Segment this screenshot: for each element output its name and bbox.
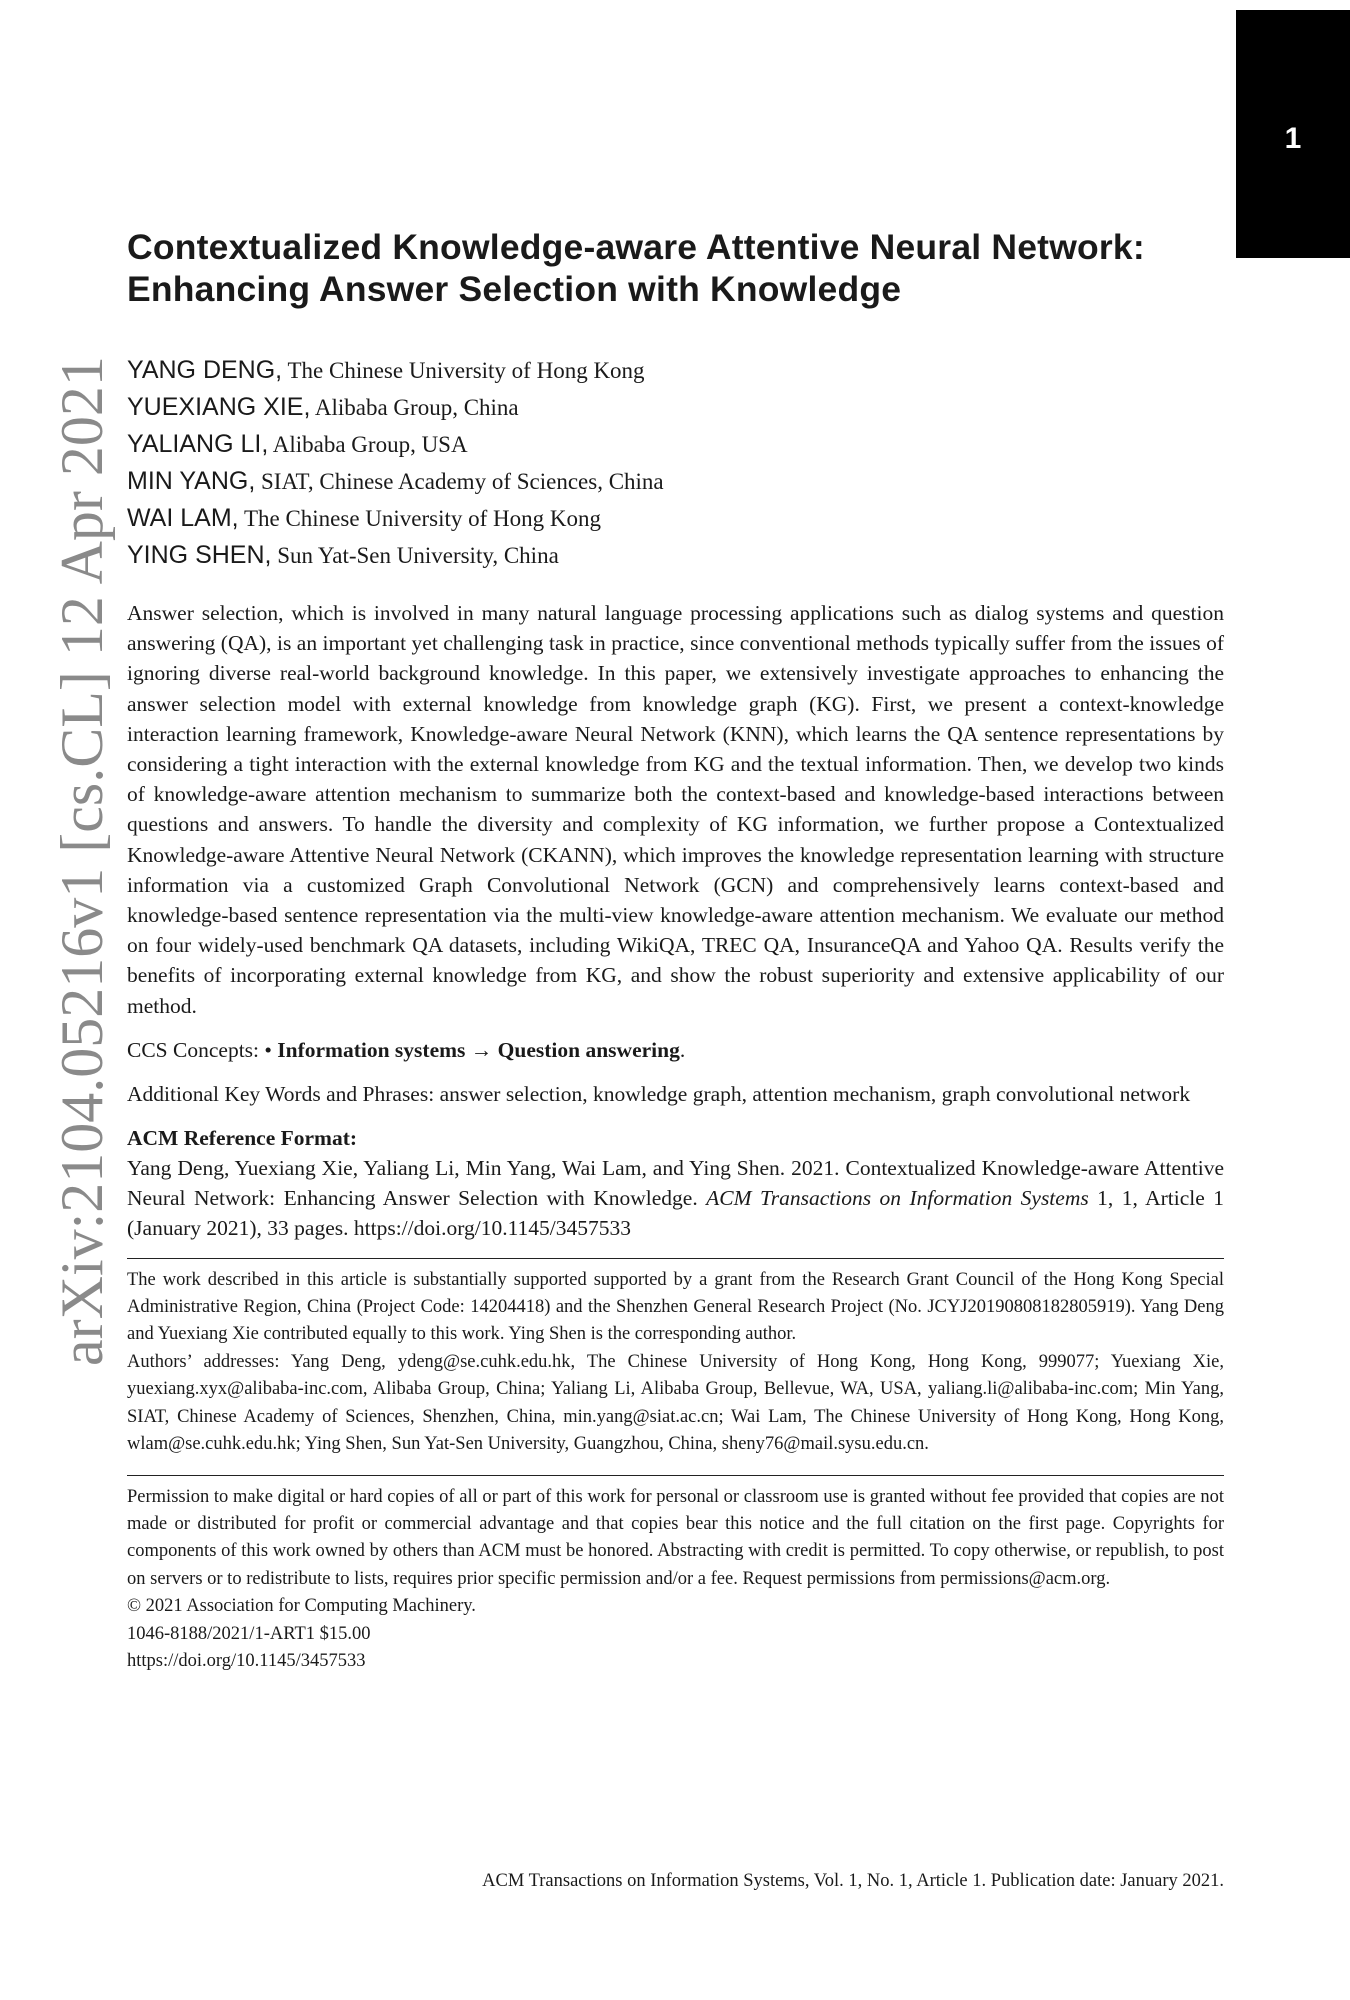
author-entry bbox=[127, 426, 1224, 463]
author-entry bbox=[127, 463, 1224, 500]
author-entry bbox=[127, 352, 1224, 389]
paper-title: Contextualized Knowledge-aware Attentive Neural Network: Enhancing Answer Selection with Knowledge bbox=[127, 227, 1145, 309]
author-affiliation: Alibaba Group, USA bbox=[272, 432, 468, 457]
funding-footnote: The work described in this article is substantially supported supported by a grant from the Research Grant Council of the Hong Kong Special Administrative Region, China (Project Code: 14204418) and the Shenzhen General Research Project (No. JCYJ20190808182805919). Yang Deng and Yuexiang Xie contributed equally to this work. Ying Shen is the corresponding author. bbox=[127, 1269, 1224, 1345]
ccs-concept: Information systems bbox=[277, 1037, 466, 1062]
keywords: Additional Key Words and Phrases: answer selection, knowledge graph, attention mechanism, graph convolutional network bbox=[127, 1081, 1191, 1106]
acm-reference-journal: ACM Transactions on Information Systems bbox=[706, 1186, 1089, 1211]
arxiv-stamp: arXiv:2104.05216v1 [cs.CL] 12 Apr 2021 bbox=[49, 356, 115, 1366]
author-affiliation: The Chinese University of Hong Kong bbox=[243, 506, 602, 531]
ccs-concepts bbox=[127, 1035, 1224, 1065]
author-affiliation: The Chinese University of Hong Kong bbox=[287, 358, 645, 383]
author-name: YUEXIANG XIE, bbox=[127, 393, 311, 421]
issn-line: 1046-8188/2021/1-ART1 $15.00 bbox=[127, 1623, 371, 1644]
author-name: YANG DENG, bbox=[127, 356, 283, 384]
ccs-end: . bbox=[679, 1037, 686, 1062]
permission-notice: Permission to make digital or hard copies of all or part of this work for personal or classroom use is granted without fee provided that copies are not made or distributed for profit or commercial advantage and that copies bear this notice and the full citation on the first page. Copyrights for components of this work owned by others than ACM must be honored. Abstracting with credit is permitted. To copy otherwise, or republish, to post on servers or to redistribute to lists, requires prior specific permission and/or a fee. Request permissions from permissions@acm.org. bbox=[127, 1486, 1224, 1589]
author-name: YING SHEN, bbox=[127, 541, 272, 569]
author-name: MIN YANG, bbox=[127, 467, 256, 495]
acm-reference-text: Yang Deng, Yuexiang Xie, Yaliang Li, Min Yang, Wai Lam, and Ying Shen. 2021. Contextualized Knowledge-aware Attentive Neural Network: Enhancing Answer Selection with Knowledge. bbox=[127, 1156, 1224, 1211]
author-addresses: Authors’ addresses: Yang Deng, ydeng@se.cuhk.edu.hk, The Chinese University of Hong Kong, Hong Kong, 999077; Yuexiang Xie, yuexiang.xyx@alibaba-inc.com, Alibaba Group, China; Yaliang Li, Alibaba Group, Bellevue, WA, USA, yaliang.li@alibaba-inc.com; Min Yang, SIAT, Chinese Academy of Sciences, Shenzhen, China, min.yang@siat.ac.cn; Wai Lam, The Chinese University of Hong Kong, Hong Kong, wlam@se.cuhk.edu.hk; Ying Shen, Sun Yat-Sen University, Guangzhou, China, sheny76@mail.sysu.edu.cn. bbox=[127, 1351, 1224, 1455]
abstract: Answer selection, which is involved in many natural language processing applications such as dialog systems and question answering (QA), is an important yet challenging task in practice, since conventional methods typically suffer from the issues of ignoring diverse real-world background knowledge. In this paper, we extensively investigate approaches to enhancing the answer selection model with external knowledge from knowledge graph (KG). First, we present a context-knowledge interaction learning framework, Knowledge-aware Neural Network (KNN), which learns the QA sentence representations by considering a tight interaction with the external knowledge from KG and the textual information. Then, we develop two kinds of knowledge-aware attention mechanism to summarize both the context-based and knowledge-based interactions between questions and answers. To handle the diversity and complexity of KG information, we further propose a Contextualized Knowledge-aware Attentive Neural Network (CKANN), which improves the knowledge representation learning with structure information via a customized Graph Convolutional Network (GCN) and comprehensively learns context-based and knowledge-based sentence representation via the multi-view knowledge-aware attention mechanism. We evaluate our method on four widely-used benchmark QA datasets, including WikiQA, TREC QA, InsuranceQA and Yahoo QA. Results verify the benefits of incorporating external knowledge from KG, and show the robust superiority and extensive applicability of our method. bbox=[127, 601, 1224, 1018]
author-affiliation: SIAT, Chinese Academy of Sciences, China bbox=[261, 469, 664, 494]
ccs-arrow: → bbox=[465, 1037, 498, 1062]
acm-reference bbox=[127, 1153, 1224, 1244]
page-content bbox=[127, 226, 1224, 1675]
author-entry bbox=[127, 537, 1224, 574]
author-affiliation: Alibaba Group, China bbox=[314, 395, 519, 420]
doi-line: https://doi.org/10.1145/3457533 bbox=[127, 1650, 366, 1671]
running-footer: ACM Transactions on Information Systems, Vol. 1, No. 1, Article 1. Publication date: January 2021. bbox=[482, 1871, 1224, 1891]
author-entry bbox=[127, 500, 1224, 537]
page-number: 1 bbox=[1284, 122, 1302, 155]
author-name: YALIANG LI, bbox=[127, 430, 269, 458]
page-number-tab bbox=[1236, 10, 1350, 258]
acm-reference-heading: ACM Reference Format: bbox=[127, 1126, 358, 1151]
author-name: WAI LAM, bbox=[127, 504, 239, 532]
footnote-divider bbox=[127, 1258, 1224, 1259]
copyright-line: © 2021 Association for Computing Machinery. bbox=[127, 1596, 476, 1617]
permission-divider bbox=[127, 1475, 1224, 1476]
author-entry bbox=[127, 389, 1224, 426]
ccs-label: CCS Concepts: • bbox=[127, 1037, 278, 1062]
acm-reference-details: 1, 1, Article 1 (January 2021), 33 pages. https://doi.org/10.1145/3457533 bbox=[127, 1186, 1224, 1241]
ccs-subconcept: Question answering bbox=[497, 1037, 680, 1062]
author-list bbox=[127, 352, 1224, 574]
author-affiliation: Sun Yat-Sen University, China bbox=[277, 543, 559, 568]
